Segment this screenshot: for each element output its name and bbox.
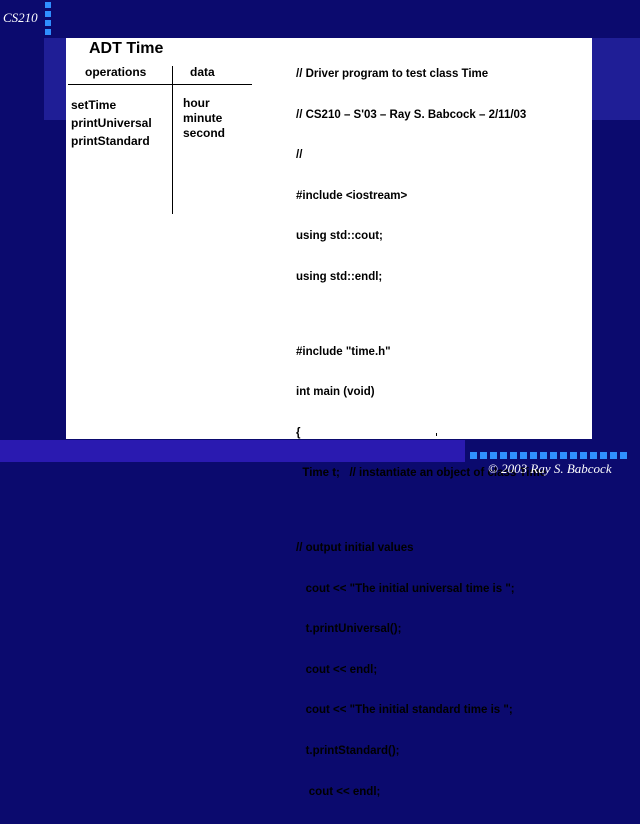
data-header: data <box>190 65 215 79</box>
operations-list <box>71 96 152 150</box>
code-line: // Driver program to test class Time <box>296 68 489 80</box>
code-line: Time t; // instantiate an object of class Time <box>296 467 547 480</box>
data-member-item: hour <box>183 96 210 110</box>
code-line: using std::cout; <box>296 230 383 243</box>
code-listing <box>296 42 546 824</box>
code-line: #include <iostream> <box>296 189 408 202</box>
slide-title: ADT Time <box>89 40 164 57</box>
course-label: CS210 <box>3 10 38 25</box>
code-blank-line <box>296 310 546 320</box>
copyright-notice: © 2003 Ray S. Babcock <box>488 461 612 476</box>
code-line: // <box>296 149 303 162</box>
code-line: #include "time.h" <box>296 345 391 358</box>
code-line: using std::endl; <box>296 270 383 283</box>
operation-item: printStandard <box>71 134 150 148</box>
operation-item: setTime <box>71 98 117 112</box>
code-line: // CS210 – S'03 – Ray S. Babcock – 2/11/03 <box>296 108 527 121</box>
table-column-divider <box>172 66 173 214</box>
code-line: { <box>296 426 301 439</box>
table-header-divider <box>68 84 252 85</box>
code-line: cout << endl; <box>296 785 381 798</box>
code-line: cout << "The initial standard time is "; <box>296 704 513 717</box>
operation-item: printUniversal <box>71 116 152 130</box>
code-line: cout << endl; <box>296 663 378 676</box>
code-line: int main (void) <box>296 386 375 399</box>
operations-header: operations <box>85 65 147 79</box>
code-line: t.printStandard(); <box>296 744 400 757</box>
code-line: // output initial values <box>296 541 414 554</box>
code-blank-line <box>296 506 546 516</box>
decorative-dots-top <box>45 2 53 38</box>
data-member-item: minute <box>183 111 223 125</box>
code-line: cout << "The initial universal time is "; <box>296 582 515 595</box>
stray-mark <box>436 433 437 436</box>
data-member-item: second <box>183 126 226 140</box>
data-members-list <box>183 96 225 141</box>
code-line: t.printUniversal(); <box>296 623 402 636</box>
